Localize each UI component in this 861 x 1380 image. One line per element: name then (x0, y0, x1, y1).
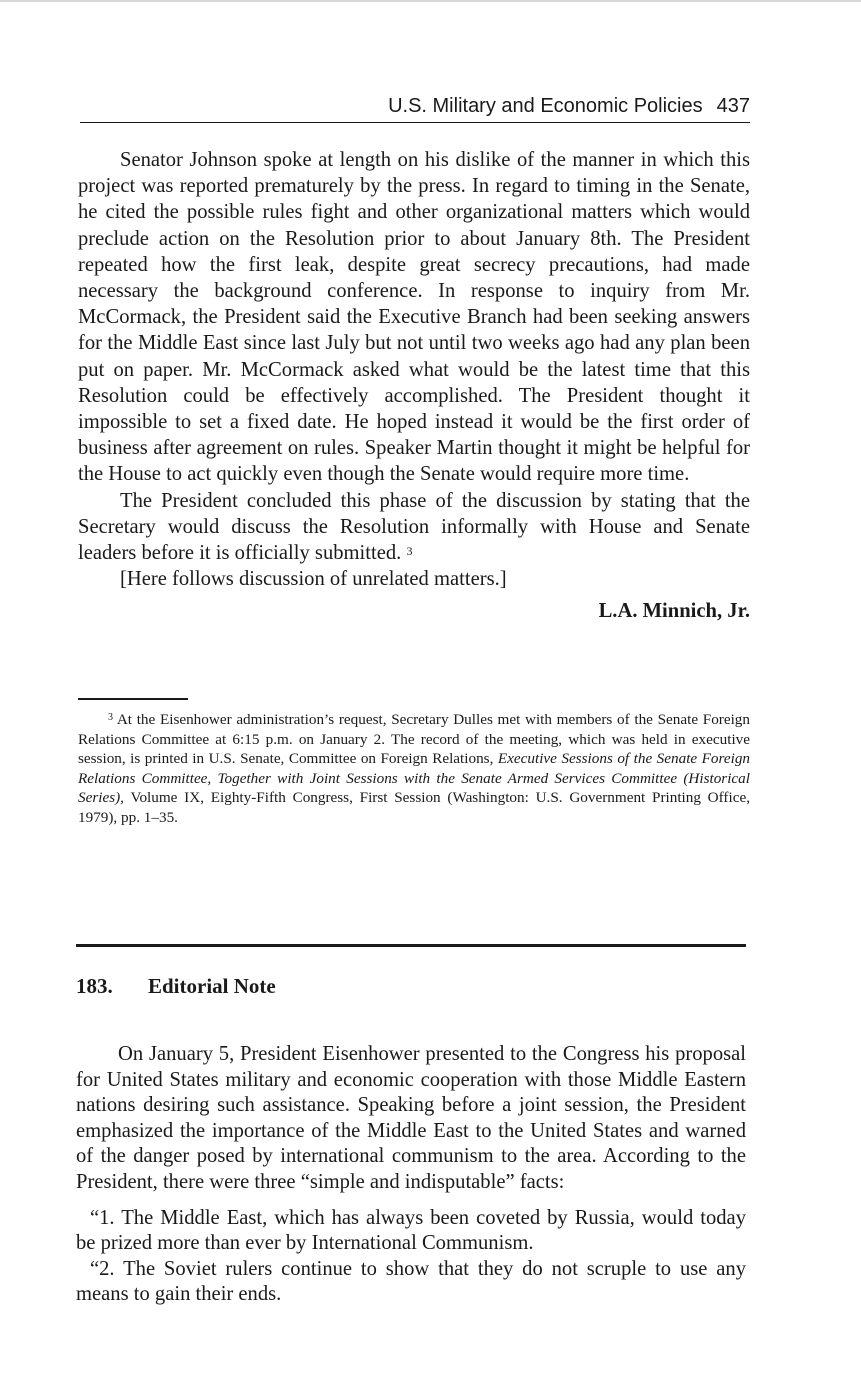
paragraph: [Here follows discussion of unrelated matters.] (120, 568, 507, 591)
running-head (80, 92, 750, 123)
section-body (76, 1042, 746, 1308)
section-title: Editorial Note (148, 974, 276, 998)
section-divider (76, 944, 746, 947)
scan-edge (0, 0, 861, 2)
footnote (78, 710, 750, 828)
quoted-item: “1. The Middle East, which has always been coveted by Russia, would today be prized more than ever by International Communism. (76, 1206, 746, 1255)
footnote-marker: 3 (108, 712, 113, 723)
quoted-item: “2. The Soviet rulers continue to show that they do not scruple to use any means to gain their ends. (76, 1257, 746, 1306)
paragraph: On January 5, President Eisenhower presented to the Congress his proposal for United States military and economic cooperation with those Middle Eastern nations desiring such assistance. Speaking before a joint session, the President emphasized the importance of the Middle East to the United States and warned of the danger posed by international communism to the area. According to the President, there were three “simple and indisputable” facts: (76, 1043, 746, 1193)
signature: L.A. Minnich, Jr. (598, 600, 750, 623)
footnote-citation-title: Executive Sessions of the Senate Foreign Relations Committee, Together with Joint Sessions with the Senate Armed Services Committee (Historical Series), (78, 750, 751, 807)
section-number: 183. (76, 974, 113, 998)
paragraph-text: The President concluded this phase of the discussion by stating that the Secretary would discuss the Resolution informally with House and Senate leaders before it is officially submitted. (78, 489, 750, 565)
footnote-text: At the Eisenhower administration’s request, Secretary Dulles met with members of the Senate Foreign Relations Committee at 6:15 p.m. on January 2. The record of the meeting, which was held in executive session, is printed in U.S. Senate, Committee on Foreign Relations, (78, 711, 750, 768)
running-head-title: U.S. Military and Economic Policies (388, 95, 703, 117)
section-heading (76, 974, 746, 999)
paragraph (78, 488, 750, 567)
footnote-text: Volume IX, Eighty-Fifth Congress, First Session (Washington: U.S. Government Printing Office, 1979), pp. 1–35. (78, 789, 750, 826)
paragraph: Senator Johnson spoke at length on his dislike of the manner in which this project was reported prematurely by the press. In regard to timing in the Senate, he cited the possible rules fight and other organizational matters which would preclude action on the Resolution prior to about January 8th. The President repeated how the first leak, despite great secrecy precautions, had made necessary the background conference. In response to inquiry from Mr. McCormack, the President said the Executive Branch had been seeking answers for the Middle East since last July but not until two weeks ago had any plan been put on paper. Mr. McCormack asked what would be the latest time that this Resolution could be effectively accomplished. The President thought it impossible to set a fixed date. He hoped instead it would be the first order of business after agreement on rules. Speaker Martin thought it might be helpful for the House to act quickly even though the Senate would require more time. (78, 149, 750, 486)
footnote-reference: 3 (406, 544, 413, 559)
document-body (78, 147, 750, 625)
page-number: 437 (716, 95, 750, 117)
footnote-divider (78, 698, 188, 700)
